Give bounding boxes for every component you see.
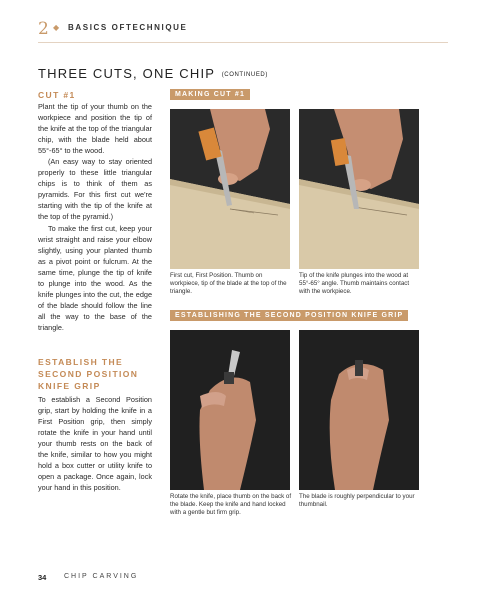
cut1-heading: CUT #1: [38, 90, 76, 100]
making-cut1-label: MAKING CUT #1: [170, 89, 250, 100]
page-number: 34: [38, 573, 47, 582]
chapter-number: 2: [38, 19, 49, 39]
caption-knife-plunge: Tip of the knife plunges into the wood at 55°-65° angle. Thumb maintains contact with the workpiece.: [299, 272, 410, 296]
grip-text-block: [38, 356, 152, 493]
photo-first-cut: [170, 109, 290, 269]
caption-first-cut: First cut, First Position. Thumb on workpiece, tip of the blade at the top of the triangle.: [170, 272, 287, 296]
caption-rotate-knife: Rotate the knife, place thumb on the back of the blade. Keep the knife and hand locked with a gentle but firm grip.: [170, 493, 292, 517]
book-title: CHIP CARVING: [64, 573, 139, 580]
chapter-title: BASICS OFTECHNIQUE: [68, 23, 188, 32]
grip-heading: ESTABLISH THE SECOND POSITION KNIFE GRIP: [38, 357, 139, 391]
header-divider: [38, 42, 448, 43]
running-header: [38, 20, 448, 42]
cut1-paragraph-2: (An easy way to stay oriented properly to these little triangular chips is to think of them as pyramids. For this first cut we're starting with the tip of the knife at the top of the pyramid.): [38, 157, 152, 222]
cut1-paragraph-3: To make the first cut, keep your wrist straight and raise your elbow slightly, using your planted thumb as a pivot point or fulcrum. At the same time, plunge the tip of knife to plunge into the wood. As the knife plunges into the cut, the edge of the blade should follow the line all the way to the base of the triangle.: [38, 223, 152, 332]
diamond-icon: ◆: [53, 23, 60, 32]
photo-knife-plunge: [299, 109, 419, 269]
caption-perpendicular-blade: The blade is roughly perpendicular to your thumbnail.: [299, 493, 415, 509]
section-title: [38, 66, 268, 81]
continued-label: (CONTINUED): [221, 71, 268, 78]
cut1-text-block: [38, 89, 152, 333]
photo-perpendicular-blade: [299, 330, 419, 490]
grip-paragraph-1: To establish a Second Position grip, start by holding the knife in a First Position grip, then simply rotate the knife in your hand until your thumb rests on the back of the knife, similar to how you might hold a box cutter or utility knife to open a package. Once again, lock your hand in this position.: [38, 395, 152, 493]
photo-rotate-knife: [170, 330, 290, 490]
cut1-paragraph-1: Plant the tip of your thumb on the workpiece and position the tip of the knife at the top of the triangular chip, with the blade held about 55°-65° to the wood.: [38, 102, 152, 156]
section-title-text: THREE CUTS, ONE CHIP: [38, 66, 215, 81]
second-position-grip-label: ESTABLISHING THE SECOND POSITION KNIFE GRIP: [170, 310, 408, 321]
